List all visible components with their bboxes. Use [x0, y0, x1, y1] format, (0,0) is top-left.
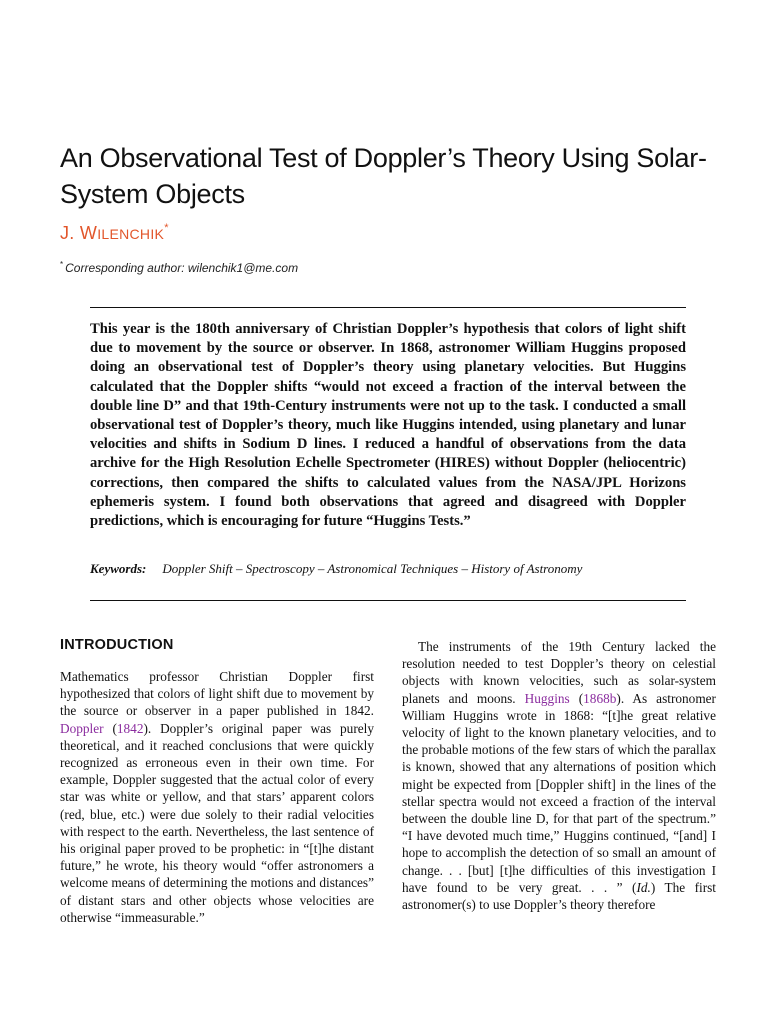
corresponding-marker: * [60, 260, 64, 269]
right-text-3: ) The first astronomer(s) to use Doppler’s theory therefore [402, 879, 716, 913]
paper-title: An Observational Test of Doppler’s Theory Using Solar-System Objects [60, 143, 707, 209]
right-text-2: ). As astronomer William Huggins wrote in 1868: “[t]he great relative velocity of light to the known planetary velocities, and to the probable motions of the few stars of which the parallax is known, showed that any alternations of position which might be expected from [Doppler shift] in the lines of the stellar spectra would not exceed a fraction of the interval between the double line D, for that part of the spectrum.” “I have devoted much time,” Huggins continued, “[and] I hope to accomplish the detection of so small an amount of change. . . [but] [t]he difficulties of this investigation I have found to be very great. . . ” ( [402, 690, 716, 895]
abstract: This year is the 180th anniversary of Christian Doppler’s hypothesis that colors of light shift due to movement by the source or observer. In 1868, astronomer William Huggins proposed doing an observational test of Doppler’s theory using planetary velocities. But Huggins calculated that the Doppler shifts “would not exceed a fraction of the interval between the double line D” and that 19th-Century instruments were not up to the task. I conducted a small observational test of Doppler’s theory, much like Huggins intended, using planetary and lunar velocities and shifts in Sodium D lines. I reduced a handful of observations from the data archive for the High Resolution Echelle Spectrometer (HIRES) without Doppler (heliocentric) corrections, then compared the shifts to calculated values from the NASA/JPL Horizons ephemeris system. I found both observations that agreed and disagreed with Doppler predictions, which is encouraging for future “Huggins Tests.” [90, 321, 686, 530]
author-marker: * [164, 222, 169, 234]
body-right-column [402, 638, 716, 913]
left-text-2: ). Doppler’s original paper was purely theoretical, and it reached conclusions that were quickly recognized as erroneous even in their own time. For example, Doppler suggested that the actual color of every star was white or yellow, and that stars’ apparent colors (red, blue, etc.) were due solely to their radial velocities with respect to the earth. Nevertheless, the last sentence of his original paper proved to be prophetic: in “[t]he distant future,” he wrote, his theory would “offer astronomers a welcome means of determining the motions and distances” of distant stars and other objects whose velocities are otherwise “immeasurable.” [60, 720, 374, 925]
keywords-list: Doppler Shift – Spectroscopy – Astronomical Techniques – History of Astronomy [162, 561, 583, 576]
author-initial: J. [60, 223, 80, 243]
keywords-line [90, 561, 686, 577]
author-name [60, 222, 169, 244]
citation-link-1842[interactable]: 1842 [116, 720, 144, 736]
id-reference: Id. [636, 879, 651, 895]
citation-link-1868b[interactable]: 1868b [583, 690, 617, 706]
left-text-1: Mathematics professor Christian Doppler first hypothesized that colors of light shift due to movement by the source or observer in a paper published in 1842. [60, 669, 374, 719]
abstract-bottom-rule [90, 600, 686, 601]
abstract-top-rule [90, 307, 686, 308]
keywords-label: Keywords: [90, 561, 147, 576]
author-surname-rest: ILENCHIK [97, 226, 165, 242]
right-cite-open: ( [569, 690, 584, 706]
left-cite-open: ( [103, 720, 117, 736]
author-surname-initial: W [79, 223, 98, 243]
corresponding-author-note [60, 260, 298, 275]
citation-link-huggins[interactable]: Huggins [524, 690, 570, 706]
section-heading-introduction: INTRODUCTION [60, 637, 174, 653]
right-text-1: The instruments of the 19th Century lacked the resolution needed to test Doppler’s theory on celestial objects with known velocities, such as solar-system planets and moons. [402, 639, 716, 706]
body-left-column [60, 668, 374, 926]
citation-link-doppler[interactable]: Doppler [60, 720, 104, 736]
corresponding-author-text: Corresponding author: wilenchik1@me.com [65, 261, 299, 275]
